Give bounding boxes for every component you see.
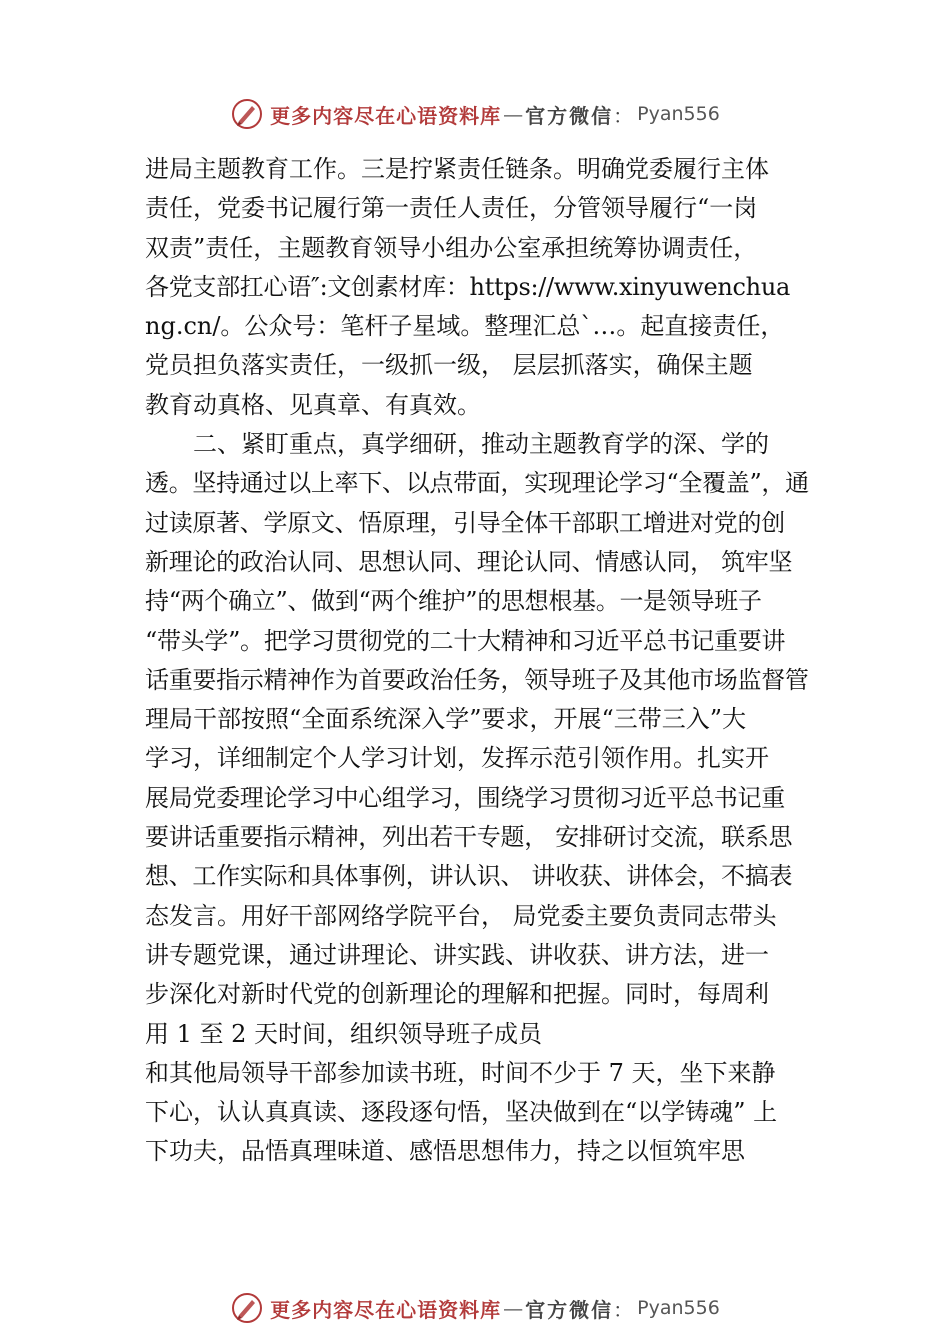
body-line: 透。坚持通过以上率下、以点带面，实现理论学习“全覆盖”，通 xyxy=(145,469,809,498)
header-wechat-account: Pyan556 xyxy=(637,103,720,125)
header-site-name: 更多内容尽在心语资料库 xyxy=(270,103,502,128)
body-line: 党员担负落实责任，一级抓一级， 层层抓落实，确保主题 xyxy=(145,351,753,380)
body-line: 理局干部按照“全面系统深入学”要求，开展“三带三入”大 xyxy=(145,705,747,734)
body-line: 新理论的政治认同、思想认同、理论认同、情感认同， 筑牢坚 xyxy=(145,547,793,576)
body-line: 想、工作实际和具体事例，讲认识、 讲收获、讲体会，不搞表 xyxy=(145,862,793,891)
body-line: 持“两个确立”、做到“两个维护”的思想根基。一是领导班子 xyxy=(145,587,762,616)
body-line: 进局主题教育工作。三是拧紧责任链条。明确党委履行主体 xyxy=(145,155,769,183)
body-line: 学习，详细制定个人学习计划，发挥示范引领作用。扎实开 xyxy=(145,744,769,773)
body-line: 下心，认认真真读、逐段逐句悟，坚决做到在“以学铸魂” 上 xyxy=(145,1098,778,1127)
header-wechat-label: 官方微信 xyxy=(525,103,614,128)
footer-wechat-label: 官方微信 xyxy=(525,1297,614,1322)
body-line: 用 1 至 2 天时间，组织领导班子成员 xyxy=(145,1019,543,1048)
body-line: 步深化对新时代党的创新理论的理解和把握。同时，每周利 xyxy=(145,980,769,1009)
document-body xyxy=(145,150,825,1172)
footer-colon: ： xyxy=(613,1297,634,1322)
footer-banner xyxy=(0,1286,950,1330)
body-line: 话重要指示精神作为首要政治任务，领导班子及其他市场监督管 xyxy=(145,665,809,694)
body-line: 要讲话重要指示精神，列出若干专题， 安排研讨交流，联系思 xyxy=(145,823,793,852)
paragraph-start-line: 二、紧盯重点，真学细研，推动主题教育学的深、学的 xyxy=(193,430,769,459)
footer-wechat-account: Pyan556 xyxy=(637,1297,720,1319)
body-line: 讲专题党课，通过讲理论、讲实践、讲收获、讲方法，进一 xyxy=(145,940,769,969)
body-line: 各党支部扛心语″:文创素材库：https://www.xinyuwenchua xyxy=(145,272,790,301)
body-line: ng.cn/。公众号：笔杆子星域。整理汇总`…。起直接责任， xyxy=(145,312,785,341)
body-line: 展局党委理论学习中心组学习，围绕学习贯彻习近平总书记重 xyxy=(145,783,785,812)
body-line: 双责”责任，主题教育领导小组办公室承担统筹协调责任， xyxy=(145,233,758,262)
pen-logo-icon xyxy=(230,1291,264,1325)
header-banner xyxy=(0,92,950,136)
body-line: 责任，党委书记履行第一责任人责任，分管领导履行“一岗 xyxy=(145,194,758,223)
body-line: 教育动真格、见真章、有真效。 xyxy=(145,390,481,419)
body-line: 下功夫，品悟真理味道、感悟思想伟力，持之以恒筑牢思 xyxy=(145,1137,745,1166)
body-line: 过读原著、学原文、悟原理，引导全体干部职工增进对党的创 xyxy=(145,508,785,537)
body-line: “带头学”。把学习贯彻党的二十大精神和习近平总书记重要讲 xyxy=(145,626,786,655)
body-line: 和其他局领导干部参加读书班，时间不少于 7 天，坐下来静 xyxy=(145,1058,776,1087)
header-colon: ： xyxy=(613,103,634,128)
pen-logo-icon xyxy=(230,97,264,131)
footer-site-name: 更多内容尽在心语资料库 xyxy=(270,1297,502,1322)
header-separator: — xyxy=(503,102,524,126)
footer-separator: — xyxy=(503,1296,524,1320)
body-line: 态发言。用好干部网络学院平台， 局党委主要负责同志带头 xyxy=(145,901,777,930)
